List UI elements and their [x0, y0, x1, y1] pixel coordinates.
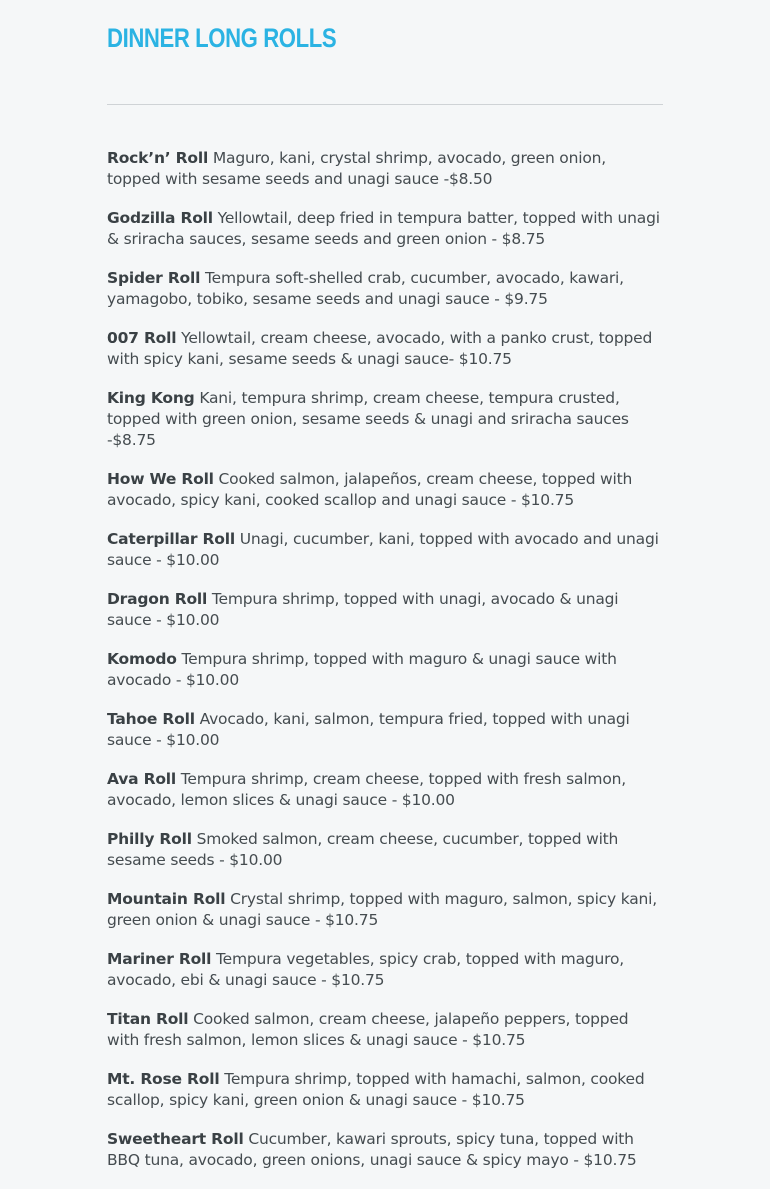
menu-item [107, 589, 663, 631]
menu-item [107, 268, 663, 310]
menu-item [107, 208, 663, 250]
item-description: Tempura shrimp, topped with maguro & unagi sauce with avocado - $10.00 [107, 650, 617, 689]
menu-item [107, 769, 663, 811]
item-name: Tahoe Roll [107, 710, 195, 728]
item-description: Unagi, cucumber, kani, topped with avocado and unagi sauce - $10.00 [107, 530, 659, 569]
item-name: Komodo [107, 650, 177, 668]
item-name: Rock’n’ Roll [107, 149, 209, 167]
item-name: Mariner Roll [107, 950, 212, 968]
item-description: Tempura vegetables, spicy crab, topped with maguro, avocado, ebi & unagi sauce - $10.75 [107, 950, 624, 989]
item-description: Yellowtail, deep fried in tempura batter, topped with unagi & sriracha sauces, sesame seeds and green onion - $8.75 [107, 209, 660, 248]
menu-item [107, 1069, 663, 1111]
menu-item [107, 529, 663, 571]
menu-item [107, 889, 663, 931]
menu-item [107, 949, 663, 991]
item-name: Titan Roll [107, 1010, 189, 1028]
menu-item [107, 1129, 663, 1171]
item-description: Crystal shrimp, topped with maguro, salmon, spicy kani, green onion & unagi sauce - $10.75 [107, 890, 657, 929]
item-name: Philly Roll [107, 830, 192, 848]
item-description: Avocado, kani, salmon, tempura fried, topped with unagi sauce - $10.00 [107, 710, 630, 749]
item-name: 007 Roll [107, 329, 177, 347]
item-name: Spider Roll [107, 269, 201, 287]
item-description: Yellowtail, cream cheese, avocado, with a panko crust, topped with spicy kani, sesame seeds & unagi sauce- $10.75 [107, 329, 653, 368]
item-name: Godzilla Roll [107, 209, 213, 227]
menu-item [107, 328, 663, 370]
item-description: Smoked salmon, cream cheese, cucumber, topped with sesame seeds - $10.00 [107, 830, 619, 869]
item-name: Mountain Roll [107, 890, 226, 908]
item-description: Maguro, kani, crystal shrimp, avocado, green onion, topped with sesame seeds and unagi sauce -$8.50 [107, 149, 606, 188]
item-name: Dragon Roll [107, 590, 208, 608]
menu-item [107, 148, 663, 190]
menu-item [107, 469, 663, 511]
menu-item [107, 709, 663, 751]
menu-list [107, 148, 663, 1189]
item-name: Caterpillar Roll [107, 530, 235, 548]
menu-item [107, 649, 663, 691]
item-name: King Kong [107, 389, 195, 407]
item-description: Cooked salmon, cream cheese, jalapeño peppers, topped with fresh salmon, lemon slices & unagi sauce - $10.75 [107, 1010, 629, 1049]
item-description: Tempura shrimp, cream cheese, topped with fresh salmon, avocado, lemon slices & unagi sauce - $10.00 [107, 770, 626, 809]
menu-section [107, 0, 663, 1169]
item-name: Sweetheart Roll [107, 1130, 244, 1148]
item-description: Tempura shrimp, topped with hamachi, salmon, cooked scallop, spicy kani, green onion & unagi sauce - $10.75 [107, 1070, 645, 1109]
menu-item [107, 388, 663, 451]
section-divider [107, 104, 663, 105]
item-name: Ava Roll [107, 770, 177, 788]
section-title: DINNER LONG ROLLS [107, 23, 337, 53]
menu-item [107, 829, 663, 871]
item-description: Tempura soft-shelled crab, cucumber, avocado, kawari, yamagobo, tobiko, sesame seeds and unagi sauce - $9.75 [107, 269, 624, 308]
item-name: Mt. Rose Roll [107, 1070, 220, 1088]
item-description: Tempura shrimp, topped with unagi, avocado & unagi sauce - $10.00 [107, 590, 619, 629]
menu-item [107, 1009, 663, 1051]
item-description: Cooked salmon, jalapeños, cream cheese, topped with avocado, spicy kani, cooked scallop and unagi sauce - $10.75 [107, 470, 633, 509]
item-name: How We Roll [107, 470, 214, 488]
item-description: Kani, tempura shrimp, cream cheese, tempura crusted, topped with green onion, sesame seeds & unagi and sriracha sauces -$8.75 [107, 389, 629, 449]
item-description: Cucumber, kawari sprouts, spicy tuna, topped with BBQ tuna, avocado, green onions, unagi sauce & spicy mayo - $10.75 [107, 1130, 637, 1169]
